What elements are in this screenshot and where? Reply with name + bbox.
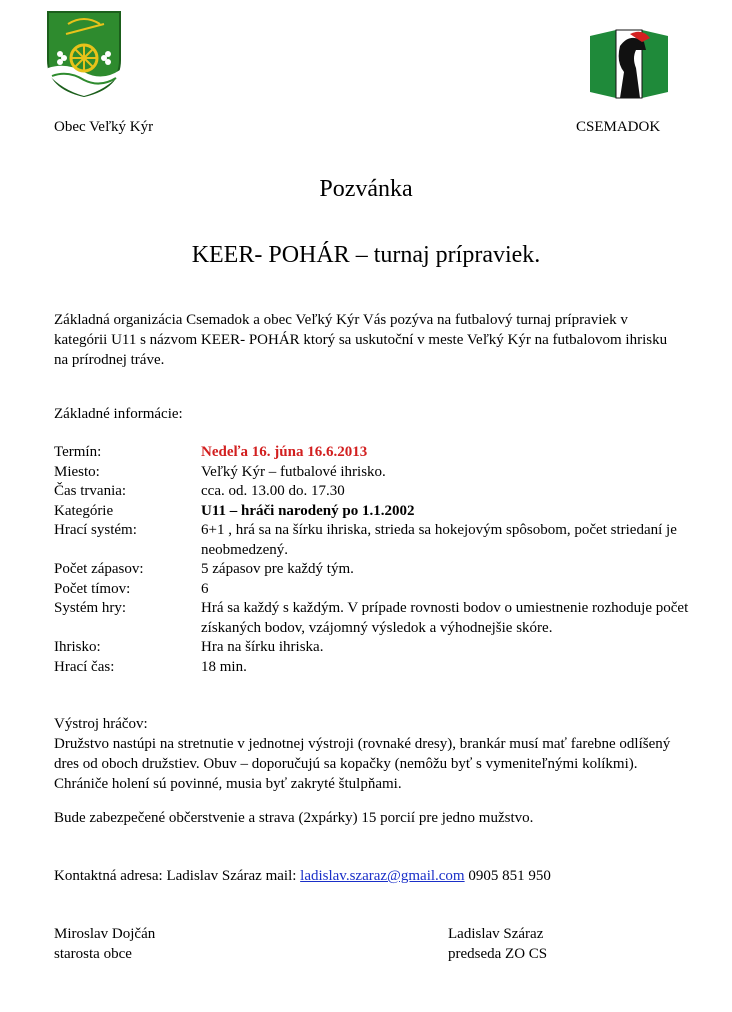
equipment-heading: Výstroj hráčov: [54,716,148,732]
csemadok-logo-icon [586,28,672,102]
header-municipality: Obec Veľký Kýr [54,119,154,135]
info-label: Kategórie [54,502,114,519]
signature-role: predseda ZO CS [448,946,548,962]
info-label: Systém hry: [54,600,127,616]
info-row-category [54,502,694,522]
info-value: cca. od. 13.00 do. 17.30 [201,483,345,499]
intro-paragraph: Základná organizácia Csemadok a obec Veľký Kýr Vás pozýva na futbalový turnaj prípraviek v kategórii U11 s názvom KEER- POHÁR ktorý sa uskutoční v meste Veľký Kýr na futbalovom ihrisku na prírodnej tráve. [54,312,668,368]
info-value: 6 [201,580,209,597]
header-organization: CSEMADOK [576,119,661,135]
info-row-play-time [54,658,694,678]
info-value: Hrá sa každý s každým. V prípade rovnosti bodov o umiestnenie rozhoduje počet získaných bodov, vzájomný výsledok a výhodnejšie skóre. [201,600,689,636]
info-value: 5 zápasov pre každý tým. [201,561,354,577]
signature-name: Miroslav Dojčán [54,926,156,942]
info-value: U11 – hráči narodený po 1.1.2002 [201,502,415,519]
info-row-duration [54,482,694,502]
info-value: 6+1 , hrá sa na šírku ihriska, strieda sa hokejovým spôsobom, počet striedaní je neobmedzený. [201,522,677,558]
info-label: Hrací systém: [54,522,137,538]
info-label: Počet tímov: [54,580,131,597]
info-value: Veľký Kýr – futbalové ihrisko. [201,463,386,480]
signature-name: Ladislav Száraz [448,926,544,942]
info-label: Hrací čas: [54,658,115,675]
food-paragraph: Bude zabezpečené občerstvenie a strava (2xpárky) 15 porcií pre jedno mužstvo. [54,810,534,826]
info-row-team-count [54,580,694,600]
info-row-date [54,443,694,463]
equipment-text: Družstvo nastúpi na stretnutie v jednotnej výstroji (rovnaké dresy), brankár musí mať farebne odlíšený dres od oboch družstiev. Obuv – doporučujú sa kopačky (nemôžu byť s vymeniteľnými kolíkmi). Chrániče holení sú povinné, musia byť zakryté štulpňami. [54,736,671,792]
info-label: Miesto: [54,463,100,480]
info-row-game-system [54,521,694,560]
info-value: Nedeľa 16. júna 16.6.2013 [201,444,368,460]
info-label: Termín: [54,444,102,460]
signature-mayor [54,924,155,964]
info-label: Počet zápasov: [54,561,144,577]
info-label: Čas trvania: [54,483,127,499]
equipment-section [54,714,684,794]
signature-role: starosta obce [54,946,132,962]
contact-line [54,866,684,886]
contact-email-link[interactable]: ladislav.szaraz@gmail.com [300,868,465,884]
document-subheading: KEER- POHÁR – turnaj prípraviek. [191,242,541,268]
signature-chairman [448,924,547,964]
info-value: Hra na šírku ihriska. [201,639,324,655]
document-heading: Pozvánka [319,176,413,202]
village-coat-of-arms-icon [46,10,122,98]
info-row-pitch [54,638,694,658]
info-label: Ihrisko: [54,639,101,655]
basic-info-heading: Základné informácie: [54,406,183,422]
contact-prefix: Kontaktná adresa: Ladislav Száraz mail: [54,868,301,884]
info-row-match-count [54,560,694,580]
contact-phone: 0905 851 950 [464,868,551,884]
info-row-play-system [54,599,694,638]
info-value: 18 min. [201,658,247,675]
info-row-place [54,463,694,483]
info-table [54,443,694,677]
